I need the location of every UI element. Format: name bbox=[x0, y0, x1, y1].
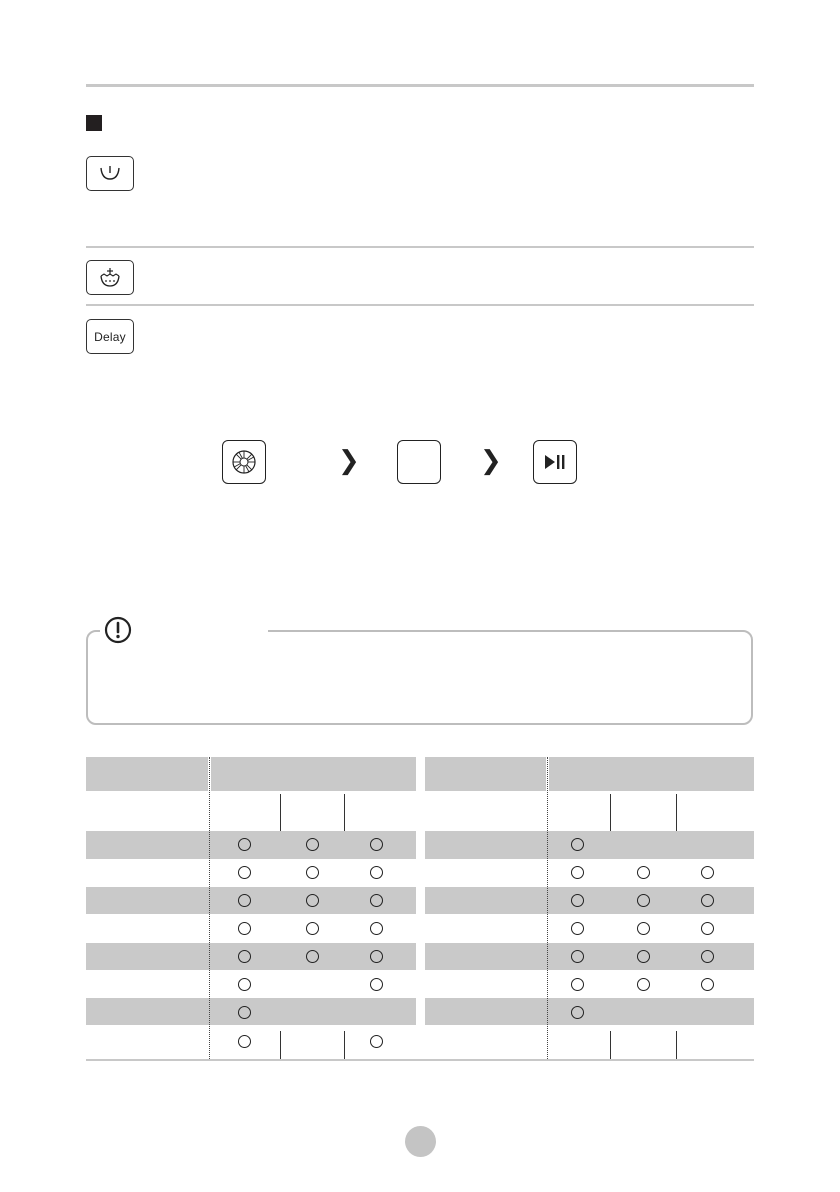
table-header-right-label bbox=[425, 757, 546, 791]
option-mark-left-3-2 bbox=[370, 922, 383, 935]
option-mark-left-3-1 bbox=[306, 922, 319, 935]
table-header-left-group bbox=[211, 757, 416, 791]
option-mark-left-0-2 bbox=[370, 838, 383, 851]
option-mark-right-1-0 bbox=[571, 866, 584, 879]
option-mark-right-3-2 bbox=[701, 922, 714, 935]
option-mark-right-1-1 bbox=[637, 866, 650, 879]
option-mark-right-5-2 bbox=[701, 978, 714, 991]
table-header-left-label bbox=[86, 757, 208, 791]
flow-arrow-2: ❯ bbox=[480, 446, 502, 476]
option-mark-right-4-1 bbox=[637, 950, 650, 963]
table-row bbox=[86, 831, 416, 859]
option-mark-left-6-0 bbox=[238, 1006, 251, 1019]
option-mark-left-0-1 bbox=[306, 838, 319, 851]
option-mark-left-4-1 bbox=[306, 950, 319, 963]
option-mark-left-2-0 bbox=[238, 894, 251, 907]
table-row bbox=[425, 831, 754, 859]
option-mark-left-1-0 bbox=[238, 866, 251, 879]
option-mark-right-2-0 bbox=[571, 894, 584, 907]
delay-key-label: Delay bbox=[94, 329, 126, 344]
option-mark-right-4-2 bbox=[701, 950, 714, 963]
flow-arrow-1: ❯ bbox=[338, 446, 360, 476]
option-mark-right-5-1 bbox=[637, 978, 650, 991]
option-mark-left-4-0 bbox=[238, 950, 251, 963]
option-mark-left-3-0 bbox=[238, 922, 251, 935]
option-mark-left-5-0 bbox=[238, 978, 251, 991]
option-mark-left-2-1 bbox=[306, 894, 319, 907]
option-mark-right-3-0 bbox=[571, 922, 584, 935]
table-row bbox=[425, 998, 754, 1025]
option-mark-left-1-1 bbox=[306, 866, 319, 879]
option-mark-left-1-2 bbox=[370, 866, 383, 879]
table-row bbox=[86, 887, 416, 914]
option-mark-right-3-1 bbox=[637, 922, 650, 935]
option-mark-right-2-1 bbox=[637, 894, 650, 907]
table-row bbox=[86, 943, 416, 970]
option-mark-right-0-0 bbox=[571, 838, 584, 851]
option-mark-right-1-2 bbox=[701, 866, 714, 879]
option-mark-right-4-0 bbox=[571, 950, 584, 963]
table-bottom-rule bbox=[86, 1059, 754, 1061]
option-mark-right-6-0 bbox=[571, 1006, 584, 1019]
table-row bbox=[86, 998, 416, 1025]
option-mark-left-0-0 bbox=[238, 838, 251, 851]
option-mark-left-7-0 bbox=[238, 1035, 251, 1048]
table-header-right-group bbox=[549, 757, 754, 791]
option-mark-left-2-2 bbox=[370, 894, 383, 907]
option-mark-left-4-2 bbox=[370, 950, 383, 963]
option-mark-right-2-2 bbox=[701, 894, 714, 907]
page-number-badge bbox=[405, 1126, 436, 1157]
option-mark-left-5-2 bbox=[370, 978, 383, 991]
option-mark-right-5-0 bbox=[571, 978, 584, 991]
option-mark-left-7-2 bbox=[370, 1035, 383, 1048]
